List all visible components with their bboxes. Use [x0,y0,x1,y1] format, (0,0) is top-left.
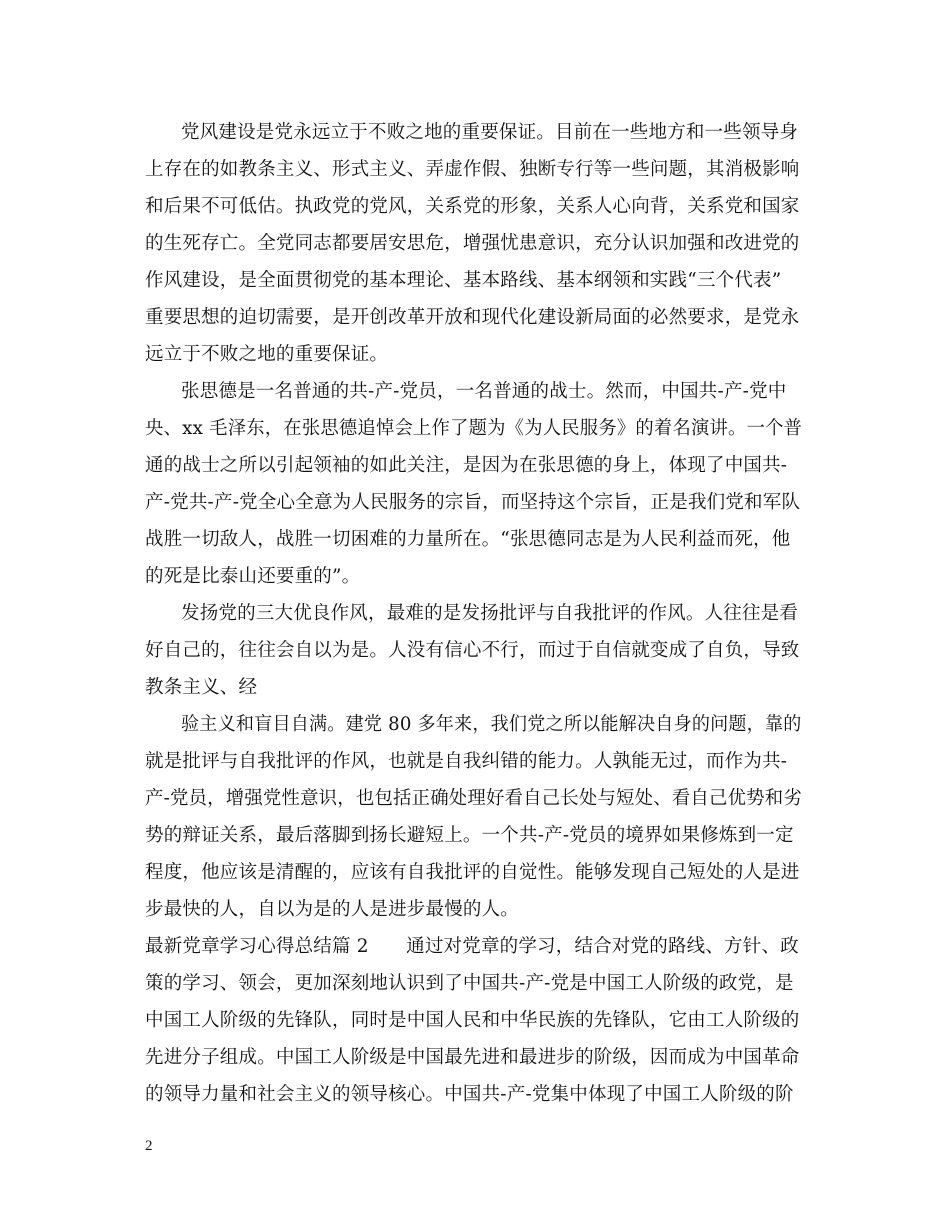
section-heading-line: 最新党章学习心得总结篇 2 通过对党章的学习，结合对党的路线、方针、政 [145,936,799,957]
paragraph-line: 通的战士之所以引起领袖的如此关注，是因为在张思德的身上，体现了中国共- [145,455,788,476]
paragraph-line: 的死是比泰山还要重的”。 [145,566,361,587]
paragraph-line: 的领导力量和社会主义的领导核心。中国共-产-党集中体现了中国工人阶级的阶 [145,1084,794,1105]
paragraph-line: 策的学习、领会，更加深刻地认识到了中国共-产-党是中国工人阶级的政党，是 [145,973,794,994]
paragraph-line: 势的辩证关系，最后落脚到扬长避短上。一个共-产-党员的境界如果修炼到一定 [145,825,794,846]
paragraph-line: 远立于不败之地的重要保证。 [145,344,389,365]
paragraph-line: 步最快的人，自以为是的人是进步最慢的人。 [145,899,520,920]
paragraph-line: 产-党共-产-党全心全意为人民服务的宗旨，而坚持这个宗旨，正是我们党和军队 [145,492,801,513]
paragraph-line: 党风建设是党永远立于不败之地的重要保证。目前在一些地方和一些领导身 [181,122,799,143]
paragraph-line: 好自己的，往往会自以为是。人没有信心不行，而过于自信就变成了自负，导致 [145,640,800,661]
paragraph-line: 的生死存亡。全党同志都要居安思危，增强忧患意识，充分认识加强和改进党的 [145,233,800,254]
paragraph-line: 产-党员，增强党性意识，也包括正确处理好看自己长处与短处、看自己优势和劣 [145,788,802,809]
paragraph-line: 央、xx 毛泽东，在张思德追悼会上作了题为《为人民服务》的着名演讲。一个普 [145,418,803,439]
paragraph-line: 重要思想的迫切需要，是开创改革开放和现代化建设新局面的必然要求，是党永 [145,307,800,328]
paragraph-line: 发扬党的三大优良作风，最难的是发扬批评与自我批评的作风。人往往是看 [181,603,799,624]
paragraph-line: 中国工人阶级的先锋队，同时是中国人民和中华民族的先锋队，它由工人阶级的 [145,1010,800,1031]
paragraph-line: 张思德是一名普通的共-产-党员，一名普通的战士。然而，中国共-产-党中 [181,381,787,402]
paragraph-line: 验主义和盲目自满。建党 80 多年来，我们党之所以能解决自身的问题，靠的 [181,714,802,735]
paragraph-line: 先进分子组成。中国工人阶级是中国最先进和最进步的阶级，因而成为中国革命 [145,1047,800,1068]
paragraph-line: 程度，他应该是清醒的，应该有自我批评的自觉性。能够发现自己短处的人是进 [145,862,800,883]
paragraph-line: 教条主义、经 [145,677,258,698]
paragraph-line: 战胜一切敌人，战胜一切困难的力量所在。“张思德同志是为人民利益而死，他 [145,529,791,550]
paragraph-line: 和后果不可低估。执政党的党风，关系党的形象，关系人心向背，关系党和国家 [145,196,800,217]
paragraph-line: 作风建设，是全面贯彻党的基本理论、基本路线、基本纲领和实践“三个代表” [145,270,782,291]
page-number: 2 [145,1138,153,1154]
paragraph-line: 上存在的如教条主义、形式主义、弄虚作假、独断专行等一些问题，其消极影响 [145,159,800,180]
paragraph-line: 就是批评与自我批评的作风，也就是自我纠错的能力。人孰能无过，而作为共- [145,751,788,772]
